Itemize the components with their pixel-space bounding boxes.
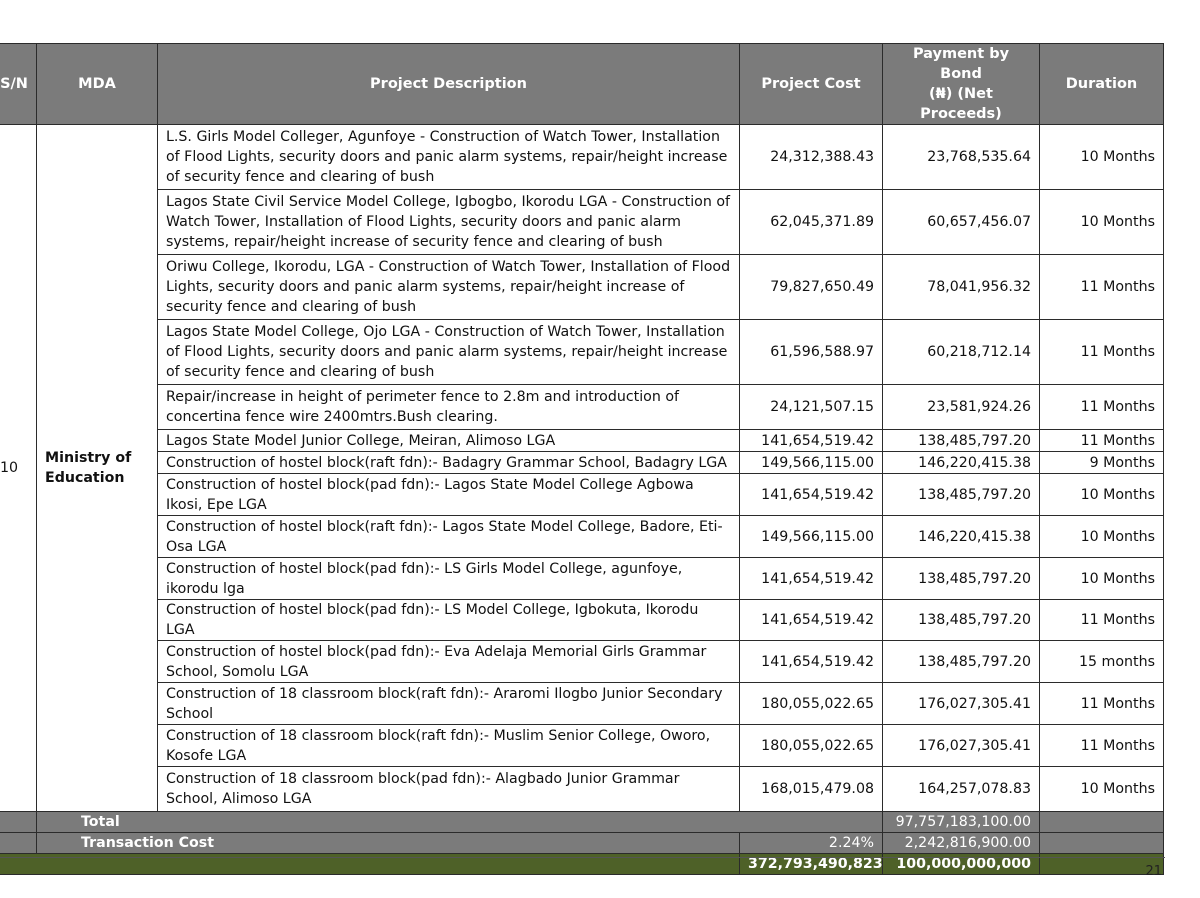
project-description: Construction of hostel block(raft fdn):- Badagry Grammar School, Badagry LGA xyxy=(158,452,740,474)
table-row xyxy=(0,767,1164,812)
project-description: Construction of hostel block(pad fdn):- Eva Adelaja Memorial Girls Grammar School, Somolu LGA xyxy=(158,641,740,683)
total-payment: 97,757,183,100.00 xyxy=(883,812,1040,833)
project-cost: 149,566,115.00 xyxy=(740,452,883,474)
project-cost: 79,827,650.49 xyxy=(740,255,883,320)
payment-by-bond: 60,657,456.07 xyxy=(883,190,1040,255)
total-label: Total xyxy=(37,812,883,833)
payment-by-bond: 138,485,797.20 xyxy=(883,430,1040,452)
project-description: L.S. Girls Model Colleger, Agunfoye - Construction of Watch Tower, Installation of Flood Lights, security doors and panic alarm systems, repair/height increase of security fence and clearing of bush xyxy=(158,125,740,190)
project-cost: 141,654,519.42 xyxy=(740,430,883,452)
duration: 10 Months xyxy=(1040,125,1164,190)
project-cost: 141,654,519.42 xyxy=(740,641,883,683)
project-cost: 24,121,507.15 xyxy=(740,385,883,430)
payment-by-bond: 176,027,305.41 xyxy=(883,683,1040,725)
header-mda: MDA xyxy=(37,44,158,125)
table-row xyxy=(0,385,1164,430)
grand-total-payment: 100,000,000,000 xyxy=(883,854,1040,875)
table-row xyxy=(0,725,1164,767)
total-row xyxy=(0,812,1164,833)
project-cost: 168,015,479.08 xyxy=(740,767,883,812)
duration: 11 Months xyxy=(1040,255,1164,320)
project-description: Construction of hostel block(raft fdn):- Lagos State Model College, Badore, Eti-Osa LGA xyxy=(158,516,740,558)
duration: 11 Months xyxy=(1040,600,1164,641)
transaction-cost-row xyxy=(0,833,1164,854)
duration: 10 Months xyxy=(1040,558,1164,600)
header-payment-line1: Payment by Bond xyxy=(912,46,1010,82)
duration: 11 Months xyxy=(1040,385,1164,430)
table-row xyxy=(0,641,1164,683)
mda-cell: Ministry of Education xyxy=(37,125,158,812)
payment-by-bond: 146,220,415.38 xyxy=(883,516,1040,558)
payment-by-bond: 176,027,305.41 xyxy=(883,725,1040,767)
payment-by-bond: 138,485,797.20 xyxy=(883,558,1040,600)
table-row xyxy=(0,683,1164,725)
project-description: Lagos State Model Junior College, Meiran, Alimoso LGA xyxy=(158,430,740,452)
header-sn: S/N xyxy=(0,44,37,125)
project-description: Construction of hostel block(pad fdn):- LS Model College, Igbokuta, Ikorodu LGA xyxy=(158,600,740,641)
project-description: Construction of 18 classroom block(pad fdn):- Alagbado Junior Grammar School, Alimoso LGA xyxy=(158,767,740,812)
duration: 15 months xyxy=(1040,641,1164,683)
project-description: Repair/increase in height of perimeter fence to 2.8m and introduction of concertina fence wire 2400mtrs.Bush clearing. xyxy=(158,385,740,430)
project-description: Construction of hostel block(pad fdn):- LS Girls Model College, agunfoye, ikorodu lga xyxy=(158,558,740,600)
projects-table xyxy=(0,43,1164,875)
duration: 11 Months xyxy=(1040,683,1164,725)
project-description: Oriwu College, Ikorodu, LGA - Construction of Watch Tower, Installation of Flood Lights, security doors and panic alarm systems, repair/height increase of security fence and clearing of bush xyxy=(158,255,740,320)
header-payment-by-bond xyxy=(883,44,1040,125)
table-row xyxy=(0,558,1164,600)
payment-by-bond: 23,581,924.26 xyxy=(883,385,1040,430)
table-row xyxy=(0,516,1164,558)
grand-total-cost: 372,793,490,823 xyxy=(740,854,883,875)
payment-by-bond: 60,218,712.14 xyxy=(883,320,1040,385)
table-body xyxy=(0,125,1164,812)
duration: 9 Months xyxy=(1040,452,1164,474)
transaction-cost-payment: 2,242,816,900.00 xyxy=(883,833,1040,854)
project-cost: 141,654,519.42 xyxy=(740,600,883,641)
transaction-cost-percent: 2.24% xyxy=(740,833,883,854)
project-cost: 180,055,022.65 xyxy=(740,683,883,725)
table-row xyxy=(0,125,1164,190)
payment-by-bond: 164,257,078.83 xyxy=(883,767,1040,812)
project-cost: 24,312,388.43 xyxy=(740,125,883,190)
duration: 10 Months xyxy=(1040,767,1164,812)
project-description: Lagos State Model College, Ojo LGA - Construction of Watch Tower, Installation of Flood Lights, security doors and panic alarm systems, repair/height increase of security fence and clearing of bush xyxy=(158,320,740,385)
project-cost: 149,566,115.00 xyxy=(740,516,883,558)
payment-by-bond: 23,768,535.64 xyxy=(883,125,1040,190)
table-row xyxy=(0,430,1164,452)
payment-by-bond: 138,485,797.20 xyxy=(883,600,1040,641)
table-row xyxy=(0,190,1164,255)
payment-by-bond: 138,485,797.20 xyxy=(883,474,1040,516)
duration: 11 Months xyxy=(1040,725,1164,767)
page-number: 21 xyxy=(1145,864,1162,879)
table-row xyxy=(0,474,1164,516)
header-payment-line2: (₦) (Net Proceeds) xyxy=(920,86,1002,122)
duration: 11 Months xyxy=(1040,430,1164,452)
project-cost: 141,654,519.42 xyxy=(740,558,883,600)
table-row xyxy=(0,255,1164,320)
table-row xyxy=(0,600,1164,641)
project-cost: 141,654,519.42 xyxy=(740,474,883,516)
project-cost: 62,045,371.89 xyxy=(740,190,883,255)
sn-cell: 10 xyxy=(0,125,37,812)
table-row xyxy=(0,320,1164,385)
project-description: Construction of 18 classroom block(raft fdn):- Muslim Senior College, Oworo, Kosofe LGA xyxy=(158,725,740,767)
table-header-row xyxy=(0,44,1164,125)
project-description: Construction of hostel block(pad fdn):- Lagos State Model College Agbowa Ikosi, Epe LGA xyxy=(158,474,740,516)
project-cost: 61,596,588.97 xyxy=(740,320,883,385)
payment-by-bond: 146,220,415.38 xyxy=(883,452,1040,474)
duration: 11 Months xyxy=(1040,320,1164,385)
payment-by-bond: 138,485,797.20 xyxy=(883,641,1040,683)
table-row xyxy=(0,452,1164,474)
project-description: Construction of 18 classroom block(raft fdn):- Araromi Ilogbo Junior Secondary School xyxy=(158,683,740,725)
duration: 10 Months xyxy=(1040,474,1164,516)
transaction-cost-label: Transaction Cost xyxy=(37,833,740,854)
header-description: Project Description xyxy=(158,44,740,125)
project-description: Lagos State Civil Service Model College, Igbogbo, Ikorodu LGA - Construction of Watch Tower, Installation of Flood Lights, security doors and panic alarm systems, repair/height increase of security fence and clearing of bush xyxy=(158,190,740,255)
header-project-cost: Project Cost xyxy=(740,44,883,125)
footer-divider xyxy=(0,857,1165,858)
duration: 10 Months xyxy=(1040,190,1164,255)
payment-by-bond: 78,041,956.32 xyxy=(883,255,1040,320)
header-duration: Duration xyxy=(1040,44,1164,125)
project-cost: 180,055,022.65 xyxy=(740,725,883,767)
duration: 10 Months xyxy=(1040,516,1164,558)
